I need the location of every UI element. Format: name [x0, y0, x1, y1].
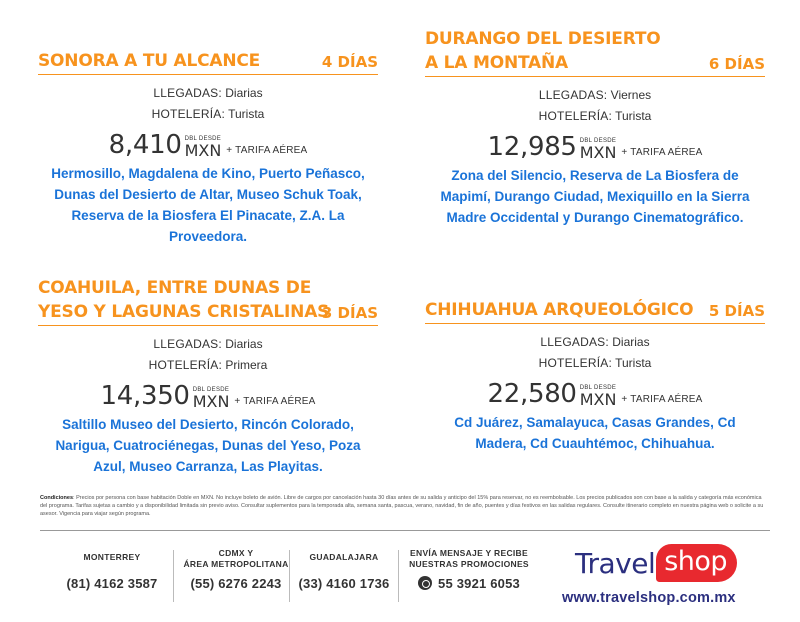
arrivals-label: LLEGADAS:: [538, 88, 608, 102]
contact-city: MONTERREY: [83, 552, 141, 562]
hotel-label: HOTELERÍA:: [148, 358, 222, 372]
package-card: [38, 50, 378, 247]
footer-divider: [40, 530, 770, 531]
price-from-label: DBL DESDE: [184, 136, 222, 142]
price-meta: [580, 138, 617, 161]
package-card: [425, 299, 765, 454]
contact-phone[interactable]: (33) 4160 1736: [298, 576, 390, 591]
price-currency: MXN: [184, 141, 222, 160]
arrivals-line: [425, 85, 765, 106]
airfare-note: + TARIFA AÉREA: [234, 396, 316, 407]
package-title-row: [425, 299, 765, 324]
price-row: [38, 378, 378, 410]
package-title-line-1: DURANGO DEL DESIERTO: [425, 29, 661, 49]
arrivals-value: Diarias: [225, 337, 263, 351]
arrivals-label: LLEGADAS:: [540, 335, 609, 349]
package-info: [38, 334, 378, 376]
price-value: 22,580: [487, 379, 577, 409]
contact-phone-line: [398, 576, 540, 591]
arrivals-label: LLEGADAS:: [153, 86, 222, 100]
package-info: [425, 85, 765, 127]
contact-phone[interactable]: (55) 6276 2243: [190, 576, 282, 591]
conditions-text: [40, 494, 770, 518]
package-title: CHIHUAHUA ARQUEOLÓGICO: [425, 300, 694, 320]
airfare-note: + TARIFA AÉREA: [621, 394, 703, 405]
package-title-line-1: COAHUILA, ENTRE DUNAS DE: [38, 278, 312, 298]
price-row: [425, 376, 765, 408]
price-meta: [185, 136, 222, 159]
hotel-label: HOTELERÍA:: [538, 356, 612, 370]
price-row: [425, 129, 765, 161]
conditions-body: : Precios por persona con base habitación Doble en MXN. No incluye boleto de avión. Libre de cargos por cancelación hasta 30 días antes de su salida y anticipo del 15% para reservar, no es reembolsable. Los precios publicados son con base a la salida y categoría más económica del programa. Tarifas sujetas a cambio y a disponibilidad limitada sin previo aviso. Consultar suplementos para la temporada alta, semana santa, pascua, verano, navidad, fin de año, puentes y días festivos en las salidas regulares. Consulte itinerario completo en nuestra página web o solicite a su asesor. Vigencia para viajar según programa.: [40, 495, 764, 517]
package-description: Zona del Silencio, Reserva de La Biosfera de Mapimí, Durango Ciudad, Mexiquillo en la Sierra Madre Occidental y Durango Cinematográfico.: [440, 168, 750, 225]
contact-cdmx: [172, 548, 300, 591]
contact-phone[interactable]: (81) 4162 3587: [66, 576, 158, 591]
price-value: 12,985: [487, 132, 577, 162]
arrivals-value: Diarias: [612, 335, 650, 349]
package-title-row: [425, 28, 765, 77]
travelshop-logo: [575, 544, 737, 582]
airfare-note: + TARIFA AÉREA: [226, 145, 308, 156]
contact-monterrey: [52, 548, 172, 591]
whatsapp-icon: [418, 576, 432, 590]
arrivals-label: LLEGADAS:: [153, 337, 222, 351]
contact-city: CDMX Y ÁREA METROPOLITANA: [183, 548, 289, 569]
contact-guadalajara: [289, 548, 399, 591]
hotel-value: Turista: [615, 109, 652, 123]
package-days: 3 DÍAS: [321, 304, 378, 322]
package-title-row: [38, 277, 378, 326]
package-card: [425, 28, 765, 228]
package-description: Hermosillo, Magdalena de Kino, Puerto Peñasco, Dunas del Desierto de Altar, Museo Schuk Toak, Reserva de la Biosfera El Pinacate, Z.A. La Proveedora.: [51, 166, 365, 244]
package-title-line-2: A LA MONTAÑA: [425, 53, 568, 73]
contact-city: ENVÍA MENSAJE Y RECIBE NUESTRAS PROMOCIONES: [409, 548, 529, 569]
arrivals-value: Viernes: [610, 88, 652, 102]
arrivals-line: [425, 332, 765, 353]
hotel-label: HOTELERÍA:: [538, 109, 612, 123]
hotel-value: Turista: [615, 356, 652, 370]
price-from-label: DBL DESDE: [579, 138, 617, 144]
price-meta: [193, 387, 230, 410]
website-link[interactable]: www.travelshop.com.mx: [562, 590, 736, 606]
hotel-label: HOTELERÍA:: [151, 107, 225, 121]
price-currency: MXN: [579, 143, 617, 162]
package-title: SONORA A TU ALCANCE: [38, 51, 261, 71]
price-row: [38, 127, 378, 159]
airfare-note: + TARIFA AÉREA: [621, 147, 703, 158]
hotel-line: [425, 353, 765, 374]
contact-city: GUADALAJARA: [309, 552, 379, 562]
arrivals-line: [38, 83, 378, 104]
hotel-line: [425, 106, 765, 127]
arrivals-line: [38, 334, 378, 355]
hotel-value: Primera: [225, 358, 268, 372]
hotel-line: [38, 355, 378, 376]
package-info: [425, 332, 765, 374]
arrivals-value: Diarias: [225, 86, 263, 100]
price-value: 14,350: [100, 381, 190, 411]
logo-shop-text: shop: [656, 544, 737, 582]
package-title-line-2: YESO Y LAGUNAS CRISTALINAS: [38, 302, 330, 322]
price-meta: [580, 385, 617, 408]
price-currency: MXN: [579, 390, 617, 409]
contact-phone[interactable]: 55 3921 6053: [438, 576, 520, 591]
price-currency: MXN: [192, 392, 230, 411]
package-info: [38, 83, 378, 125]
hotel-line: [38, 104, 378, 125]
package-days: 6 DÍAS: [708, 55, 765, 73]
hotel-value: Turista: [228, 107, 265, 121]
price-value: 8,410: [108, 130, 182, 160]
package-days: 5 DÍAS: [708, 302, 765, 320]
conditions-label: Condiciones: [40, 495, 74, 501]
price-from-label: DBL DESDE: [579, 385, 617, 391]
price-from-label: DBL DESDE: [192, 387, 230, 393]
logo-travel-text: Travel: [575, 546, 656, 580]
package-description: Saltillo Museo del Desierto, Rincón Colorado, Narigua, Cuatrociénegas, Dunas del Yeso, Poza Azul, Museo Carranza, Las Playitas.: [55, 417, 361, 474]
package-description: Cd Juárez, Samalayuca, Casas Grandes, Cd Madera, Cd Cuauhtémoc, Chihuahua.: [454, 415, 736, 451]
package-card: [38, 277, 378, 477]
package-title-row: [38, 50, 378, 75]
contact-whatsapp: [398, 548, 540, 591]
package-days: 4 DÍAS: [321, 53, 378, 71]
